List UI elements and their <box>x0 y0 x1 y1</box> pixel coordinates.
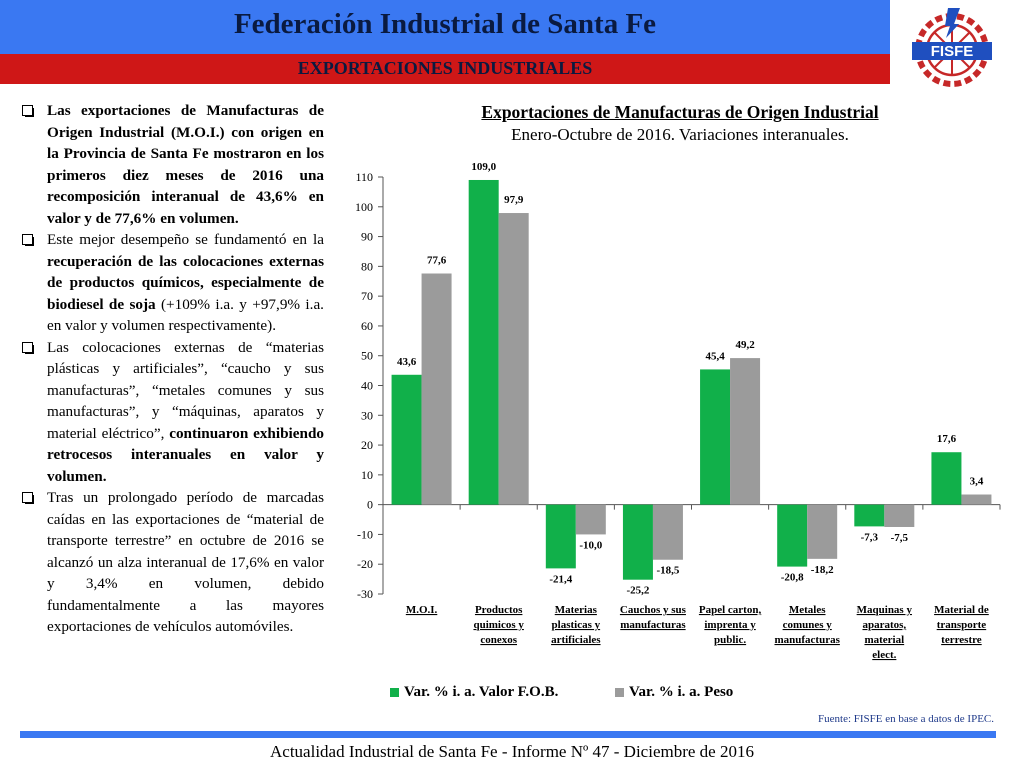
y-tick-label: 110 <box>355 170 373 184</box>
chart-legend <box>390 684 790 704</box>
bullet-text: Las exportaciones de Manufacturas de Origen Industrial (M.O.I.) con origen en la Provincia de Santa Fe mostraron en los primeros diez meses de 2016 una recomposición interanual de 43,6% en valor y de 77,6% en volumen. <box>47 102 324 227</box>
bar-peso <box>961 495 991 505</box>
data-label: 49,2 <box>735 339 755 352</box>
checkbox-bullet-icon <box>22 492 33 503</box>
logo-text: FISFE <box>930 43 974 60</box>
y-tick-label: -10 <box>357 527 373 542</box>
footer-text: Actualidad Industrial de Santa Fe - Informe Nº 47 - Diciembre de 2016 <box>270 742 754 761</box>
bar-peso <box>730 358 760 505</box>
bar-valor <box>931 452 961 504</box>
bullet-text: continuaron exhibiendo retrocesos interanuales en valor y volumen. <box>47 424 324 485</box>
y-tick-label: 60 <box>361 318 373 333</box>
data-label: 45,4 <box>705 350 725 363</box>
data-label: -18,5 <box>656 564 680 577</box>
bullet-text: (+109% i.a. y +97,9% i.a. en valor y volumen respectivamente). <box>47 295 324 334</box>
bar-peso <box>807 505 837 559</box>
data-label: -7,5 <box>890 531 909 544</box>
category-label: comunes y <box>782 619 832 631</box>
y-tick-label: -20 <box>357 557 373 572</box>
data-label: -20,8 <box>780 571 804 584</box>
data-label: -21,4 <box>549 573 573 586</box>
legend-label-valor: Var. % i. a. Valor F.O.B. <box>404 684 559 700</box>
category-label: quimicos y <box>473 619 524 631</box>
fisfe-logo <box>902 4 1002 88</box>
bar-valor <box>700 369 730 504</box>
category-label: imprenta y <box>704 619 756 631</box>
checkbox-bullet-icon <box>22 234 33 245</box>
category-label: material <box>864 634 905 646</box>
category-label: manufacturas <box>620 619 686 631</box>
bullet-item <box>18 337 324 488</box>
category-label: Maquinas y <box>856 604 912 616</box>
category-label: Productos <box>474 604 523 616</box>
bullet-text: Tras un prolongado período de marcadas caídas en las exportaciones de “material de transporte terrestre” en octubre de 2016 se alcanzó un alza interanual de 17,6% en valor y 3,4% en volumen, debido fundamentalmente a las mayores exportaciones de vehículos automóviles. <box>47 489 324 635</box>
bar-peso <box>499 213 529 505</box>
y-tick-label: 20 <box>361 438 373 453</box>
bullet-item <box>18 229 324 337</box>
bar-valor <box>546 505 576 569</box>
bullet-text: recuperación de las colocaciones externas de productos químicos, especialmente de biodiesel de soja <box>47 252 324 313</box>
bullet-list <box>18 100 324 638</box>
category-label: M.O.I. <box>405 604 438 616</box>
category-label: public. <box>714 634 747 646</box>
data-label: 77,6 <box>426 254 447 267</box>
data-label: 17,6 <box>936 433 957 446</box>
y-tick-label: 100 <box>355 199 373 214</box>
chart-title: Exportaciones de Manufacturas de Origen Industrial <box>481 102 879 122</box>
y-tick-label: -30 <box>357 587 373 601</box>
category-label: elect. <box>872 649 897 661</box>
data-label: -10,0 <box>579 539 603 552</box>
y-tick-label: 10 <box>361 467 373 482</box>
data-label: -7,3 <box>860 531 879 544</box>
y-tick-label: 50 <box>361 348 373 363</box>
legend-swatch-peso <box>615 688 624 697</box>
bar-valor <box>623 505 653 580</box>
category-label: Materias <box>554 604 597 616</box>
category-label: plasticas y <box>551 619 601 631</box>
bar-peso <box>422 274 452 505</box>
source-note: Fuente: FISFE en base a datos de IPEC. <box>818 713 994 725</box>
category-label: Metales <box>788 604 826 616</box>
data-label: -18,2 <box>810 563 834 576</box>
y-tick-label: 30 <box>361 408 373 423</box>
category-label: Cauchos y sus <box>619 604 686 616</box>
bar-valor <box>854 505 884 527</box>
bullet-text: Las colocaciones externas de “materias plásticas y artificiales”, “caucho y sus manufacturas”, “metales comunes y sus manufacturas”, y “máquinas, aparatos y material eléctrico”, <box>47 338 324 442</box>
bullet-item <box>18 487 324 638</box>
data-label: 97,9 <box>504 194 524 207</box>
category-label: manufacturas <box>774 634 840 646</box>
bar-peso <box>884 505 914 527</box>
chart-subtitle: Enero-Octubre de 2016. Variaciones interanuales. <box>511 125 849 144</box>
data-label: 109,0 <box>471 160 497 173</box>
y-tick-label: 40 <box>361 378 373 393</box>
category-label: Material de <box>934 604 989 616</box>
y-tick-label: 70 <box>361 289 373 304</box>
y-tick-label: 90 <box>361 229 373 244</box>
legend-swatch-valor <box>390 688 399 697</box>
bar-peso <box>653 505 683 560</box>
category-label: aparatos, <box>862 619 907 631</box>
data-label: 3,4 <box>969 475 984 488</box>
data-label: -25,2 <box>626 584 650 597</box>
bar-valor <box>469 180 499 505</box>
section-title: EXPORTACIONES INDUSTRIALES <box>297 58 593 78</box>
category-label: transporte <box>936 619 987 631</box>
bullet-text: Este mejor desempeño se fundamentó en la <box>47 231 324 248</box>
y-tick-label: 0 <box>367 497 373 512</box>
category-label: artificiales <box>551 634 601 646</box>
page-title: Federación Industrial de Santa Fe <box>233 8 657 40</box>
data-label: 43,6 <box>396 355 417 368</box>
bullet-item <box>18 100 324 229</box>
y-tick-label: 80 <box>361 259 373 274</box>
category-label: conexos <box>480 634 518 646</box>
checkbox-bullet-icon <box>22 105 33 116</box>
category-label: Papel carton, <box>698 604 762 616</box>
checkbox-bullet-icon <box>22 342 33 353</box>
category-label: terrestre <box>941 634 982 646</box>
bar-valor <box>392 375 422 505</box>
bar-valor <box>777 505 807 567</box>
bar-chart <box>340 150 1020 690</box>
footer-line <box>20 731 996 738</box>
bar-peso <box>576 505 606 535</box>
legend-label-peso: Var. % i. a. Peso <box>629 684 734 700</box>
